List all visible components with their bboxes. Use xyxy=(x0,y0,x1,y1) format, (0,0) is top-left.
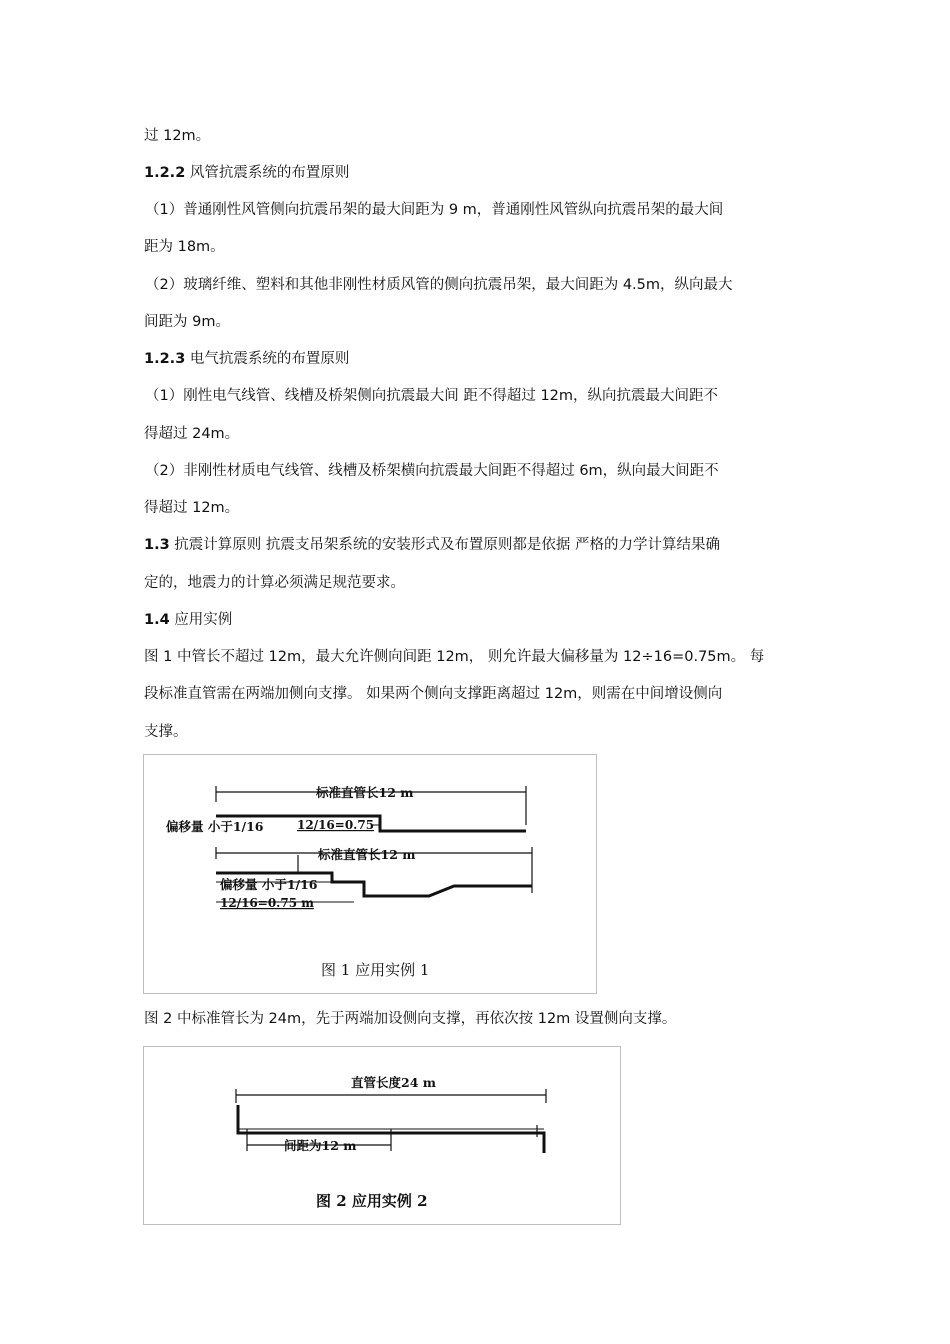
section-title: 风管抗震系统的布置原则 xyxy=(185,165,350,181)
text-line: 间距为 9m。 xyxy=(144,314,230,330)
text-line: 段标准直管需在两端加侧向支撑。 如果两个侧向支撑距离超过 12m，则需在中间增设侧向 xyxy=(144,686,723,702)
figure-2-label-pipe-length: 直管长度24 m xyxy=(351,1075,436,1090)
figure-1-diagram xyxy=(144,755,596,993)
figure-2-caption: 图 2 应用实例 2 xyxy=(316,1192,428,1210)
figure-1-label-offset-1: 偏移量 小于1/16 xyxy=(166,819,264,834)
text-line: 图 1 中管长不超过 12m，最大允许侧向间距 12m， 则允许最大偏移量为 12÷16=0.75m。 每 xyxy=(144,649,765,665)
section-heading-1-3 xyxy=(144,535,720,555)
text-line: 得超过 24m。 xyxy=(144,426,240,442)
section-title: 抗震计算原则 抗震支吊架系统的安装形式及布置原则都是依据 严格的力学计算结果确 xyxy=(169,537,721,553)
figure-1-caption: 图 1 应用实例 1 xyxy=(321,961,430,979)
figure-1-label-offset-2: 偏移量 小于1/16 xyxy=(220,877,318,892)
section-title: 电气抗震系统的布置原则 xyxy=(185,351,350,367)
figure-1-label-std-pipe-2: 标准直管长12 m xyxy=(318,847,416,862)
section-number: 1.3 xyxy=(144,537,170,553)
figure-1-label-ratio-2: 12/16=0.75 m xyxy=(220,896,314,910)
text-line: （1）普通刚性风管侧向抗震吊架的最大间距为 9 m，普通刚性风管纵向抗震吊架的最大间 xyxy=(145,202,724,218)
section-number: 1.2.3 xyxy=(144,351,186,367)
section-heading-1-2-2 xyxy=(144,163,349,183)
text-line: （2）玻璃纤维、塑料和其他非刚性材质风管的侧向抗震吊架，最大间距为 4.5m，纵向最大 xyxy=(145,277,733,293)
text-line: 图 2 中标准管长为 24m，先于两端加设侧向支撑，再依次按 12m 设置侧向支撑。 xyxy=(144,1011,677,1027)
figure-2-label-spacing: 间距为12 m xyxy=(284,1138,357,1153)
section-heading-1-4 xyxy=(144,610,232,630)
text-line: 得超过 12m。 xyxy=(144,500,240,516)
text-line: （1）刚性电气线管、线槽及桥架侧向抗震最大间 距不得超过 12m，纵向抗震最大间距不 xyxy=(145,388,719,404)
section-number: 1.4 xyxy=(144,612,170,628)
text-line: 距为 18m。 xyxy=(144,239,225,255)
text-line: （2）非刚性材质电气线管、线槽及桥架横向抗震最大间距不得超过 6m，纵向最大间距不 xyxy=(145,463,719,479)
text-line: 支撑。 xyxy=(144,724,188,740)
figure-1 xyxy=(143,754,597,994)
text-line: 过 12m。 xyxy=(144,128,211,144)
figure-1-label-std-pipe-1: 标准直管长12 m xyxy=(316,785,414,800)
figure-2-diagram xyxy=(144,1047,620,1224)
section-title: 应用实例 xyxy=(169,612,233,628)
figure-1-label-ratio-1: 12/16=0.75 xyxy=(297,818,375,832)
text-line: 定的，地震力的计算必须满足规范要求。 xyxy=(144,575,405,591)
section-number: 1.2.2 xyxy=(144,165,186,181)
section-heading-1-2-3 xyxy=(144,349,349,369)
figure-2 xyxy=(143,1046,621,1225)
